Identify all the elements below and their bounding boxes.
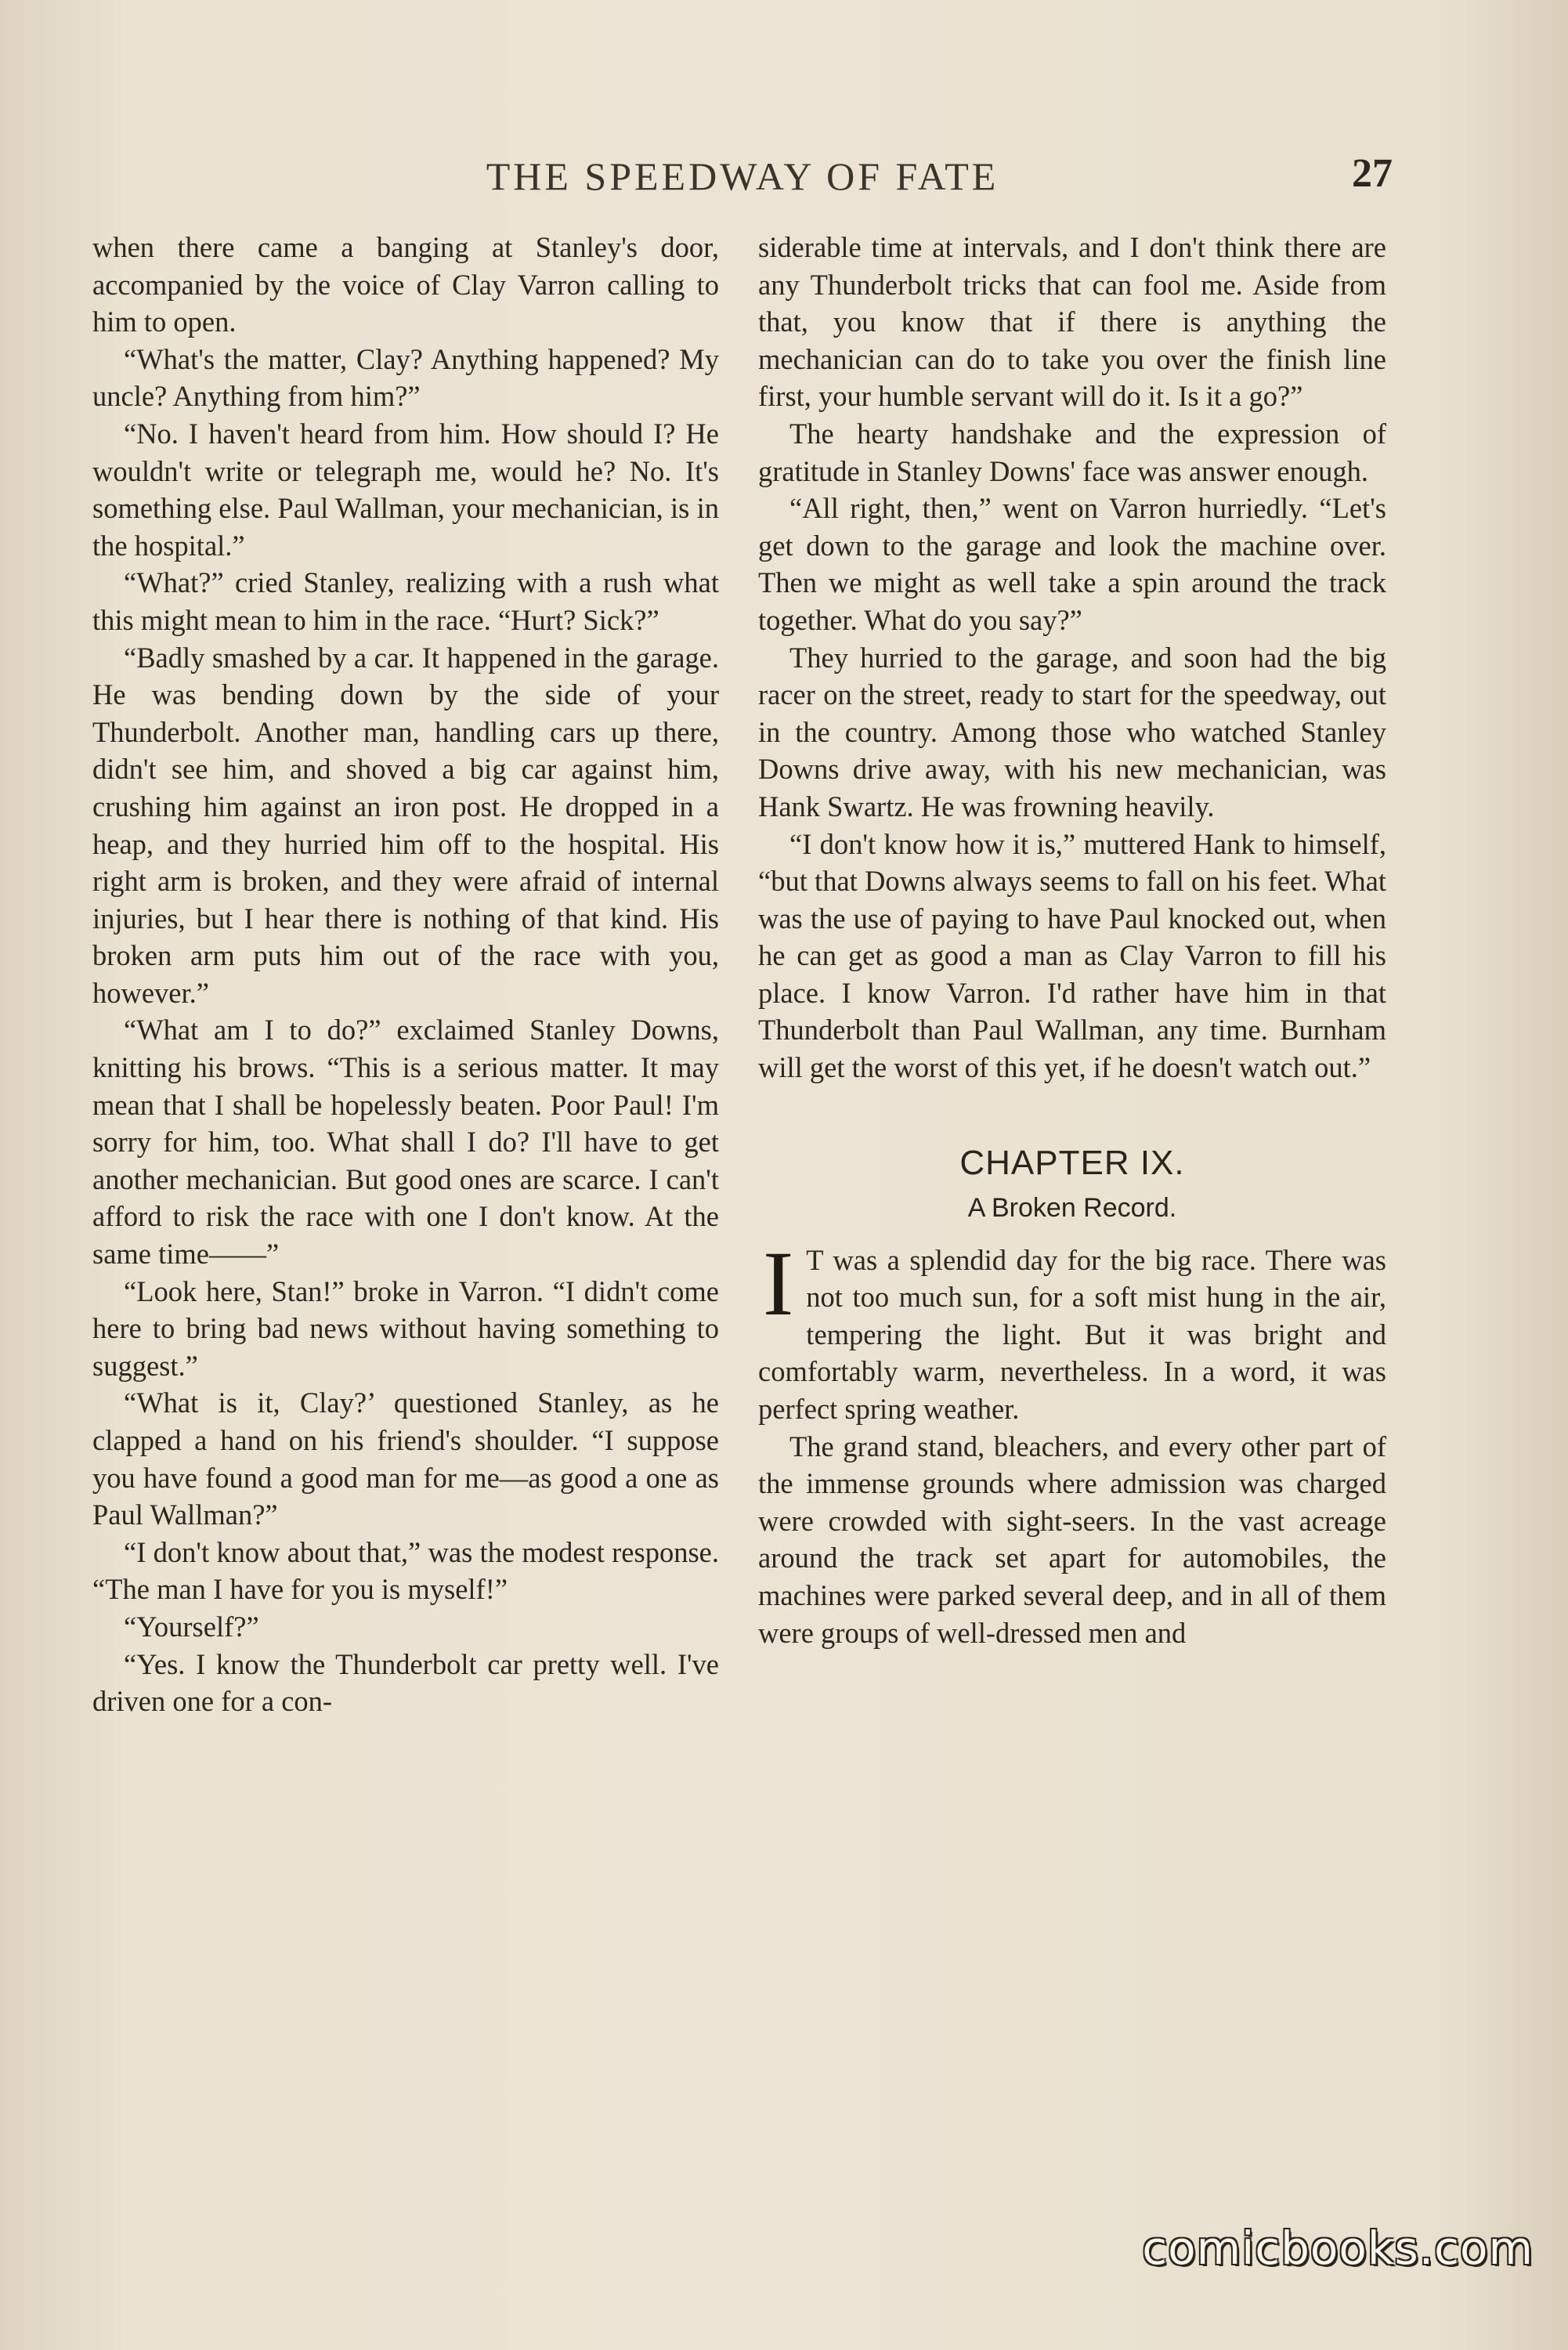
drop-cap: I — [763, 1231, 794, 1335]
paragraph: “Yes. I know the Thunderbolt car pretty well. I've driven one for a con- — [92, 1647, 719, 1718]
opening-text: T was a splendid day for the big race. There was not too much sun, for a soft mist hung in the air, tempering the light. But it was bright and comfortably warm, nevertheless. In a word, it was perfect spring weather. — [758, 1243, 1386, 1426]
paragraph: The hearty handshake and the expression of gratitude in Stanley Downs' face was answer enough. — [758, 417, 1386, 487]
paragraph: siderable time at intervals, and I don't think there are any Thunderbolt tricks that can fool me. Aside from that, you know that if there is anything the mechanician can do to take you over the finish line first, your humble servant will do it. Is it a go?” — [758, 231, 1386, 413]
watermark-logo: comicbooks.com — [1142, 2222, 1534, 2275]
paragraph: “I don't know how it is,” muttered Hank to himself, “but that Downs always seems to fall on his feet. What was the use of paying to have Paul knocked out, when he can get as good a man as Clay Varron to fill his place. I know Varron. I'd rather have him in that Thunderbolt than Paul Wallman, any time. Burnham will get the worst of this yet, if he doesn't watch out.” — [758, 827, 1386, 1084]
paragraph: “No. I haven't heard from him. How should I? He wouldn't write or telegraph me, would he? No. It's something else. Paul Wallman, your mechanician, is in the hospital.” — [92, 417, 719, 562]
chapter-opening-paragraph — [758, 1231, 1386, 1428]
paragraph: when there came a banging at Stanley's door, accompanied by the voice of Clay Varron calling to him to open. — [92, 231, 719, 338]
paragraph: “What's the matter, Clay? Anything happened? My uncle? Anything from him?” — [92, 342, 719, 413]
paragraph: “What is it, Clay?’ questioned Stanley, as he clapped a hand on his friend's shoulder. “I suppose you have found a good man for me—as good a one as Paul Wallman?” — [92, 1386, 719, 1531]
paragraph: “Badly smashed by a car. It happened in the garage. He was bending down by the side of your Thunderbolt. Another man, handling cars up there, didn't see him, and shoved a big car against him, crushing him against an iron post. He dropped in a heap, and they hurried him off to the hospital. His right arm is broken, and they were afraid of internal injuries, but I hear there is nothing of that kind. His broken arm puts him out of the race with you, however.” — [92, 641, 719, 1009]
chapter-title: CHAPTER IX. — [959, 1143, 1185, 1182]
page-number: 27 — [1352, 151, 1393, 196]
page-header — [92, 151, 1393, 208]
running-head: THE SPEEDWAY OF FATE — [486, 154, 999, 198]
paragraph: “Yourself?” — [124, 1610, 259, 1643]
paragraph: “What?” cried Stanley, realizing with a rush what this might mean to him in the race. “Hurt? Sick?” — [92, 566, 719, 636]
left-column — [92, 229, 719, 1720]
paragraph: “All right, then,” went on Varron hurriedly. “Let's get down to the garage and look the machine over. Then we might as well take a spin around the track together. What do you say?” — [758, 492, 1386, 636]
chapter-subtitle: A Broken Record. — [967, 1192, 1177, 1223]
paragraph: “What am I to do?” exclaimed Stanley Downs, knitting his brows. “This is a serious matter. It may mean that I shall be hopelessly beaten. Poor Paul! I'm sorry for him, too. What shall I do? I'll have to get another mechanician. But good ones are scarce. I can't afford to risk the race with one I don't know. At the same time——” — [92, 1014, 719, 1271]
paragraph: The grand stand, bleachers, and every other part of the immense grounds where admission was charged were crowded with sight-seers. In the vast acreage around the track set apart for automobiles, the machines were parked several deep, and in all of them were groups of well-dressed men and — [758, 1430, 1386, 1649]
paragraph: “I don't know about that,” was the modest response. “The man I have for you is myself!” — [92, 1535, 719, 1606]
right-column — [758, 229, 1386, 1651]
paragraph: They hurried to the garage, and soon had the big racer on the street, ready to start for the speedway, out in the country. Among those who watched Stanley Downs drive away, with his new mechanician, was Hank Swartz. He was frowning heavily. — [758, 641, 1386, 822]
paragraph: “Look here, Stan!” broke in Varron. “I didn't come here to bring bad news without having something to suggest.” — [92, 1274, 719, 1382]
